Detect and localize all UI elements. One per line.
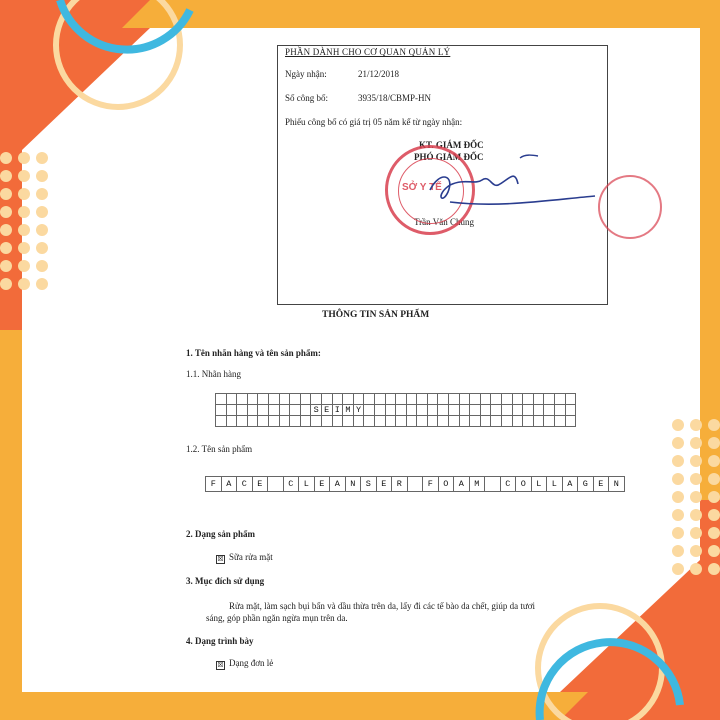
brand-grid-cell	[268, 416, 279, 427]
brand-grid-cell	[417, 416, 428, 427]
brand-grid-cell	[396, 405, 407, 416]
brand-grid-cell	[396, 416, 407, 427]
brand-grid-cell	[374, 405, 385, 416]
section-3-title: 3. Mục đích sử dụng	[186, 576, 265, 586]
product-grid-cell: A	[221, 477, 237, 492]
brand-grid-cell	[364, 416, 375, 427]
brand-grid-cell	[226, 405, 237, 416]
product-grid-row	[206, 477, 625, 492]
section-4-value	[216, 658, 273, 669]
brand-grid-cell	[512, 416, 523, 427]
brand-grid-cell	[533, 416, 544, 427]
brand-grid-cell	[216, 405, 227, 416]
product-grid-cell: C	[237, 477, 253, 492]
presentation-form: Dạng đơn lẻ	[229, 658, 274, 668]
brand-grid-cell	[470, 394, 481, 405]
section-1-2-label: 1.2. Tên sản phẩm	[186, 444, 253, 454]
brand-grid-cell	[449, 405, 460, 416]
product-grid-cell: F	[206, 477, 222, 492]
brand-grid-row	[216, 405, 576, 416]
purpose-line-1: Rửa mặt, làm sạch bụi bẩn và dầu thừa trên da, lấy đi các tế bào da chết, giúp da tươi	[229, 601, 536, 611]
brand-grid-cell	[502, 405, 513, 416]
brand-grid-cell	[427, 416, 438, 427]
brand-grid-cell	[237, 394, 248, 405]
section-1-title: 1. Tên nhãn hàng và tên sản phẩm:	[186, 348, 321, 358]
brand-grid-cell	[300, 416, 311, 427]
product-grid-cell	[485, 477, 501, 492]
brand-grid-cell	[290, 394, 301, 405]
number-value: 3935/18/CBMP-HN	[358, 93, 432, 103]
brand-grid-cell	[555, 405, 566, 416]
brand-grid-cell	[258, 405, 269, 416]
brand-grid	[215, 393, 576, 427]
brand-grid-cell	[406, 405, 417, 416]
brand-grid-cell	[311, 394, 322, 405]
partial-seal	[598, 175, 662, 239]
brand-grid-cell	[279, 405, 290, 416]
receipt-date: 21/12/2018	[358, 69, 400, 79]
signer-title-1: KT. GIÁM ĐỐC	[419, 140, 484, 150]
admin-box-title: PHẦN DÀNH CHO CƠ QUAN QUẢN LÝ	[285, 47, 451, 57]
brand-grid-cell	[565, 394, 576, 405]
brand-grid-cell	[385, 405, 396, 416]
brand-grid-cell	[247, 416, 258, 427]
brand-grid-cell	[480, 394, 491, 405]
brand-grid-cell	[544, 416, 555, 427]
brand-grid-cell	[385, 394, 396, 405]
product-grid-cell: A	[562, 477, 578, 492]
seal-text: SỞ Y TẾ	[402, 182, 442, 193]
brand-grid-cell	[533, 405, 544, 416]
brand-grid-cell	[279, 416, 290, 427]
brand-grid-cell	[364, 394, 375, 405]
brand-grid-cell	[258, 394, 269, 405]
product-grid-cell	[407, 477, 423, 492]
number-label: Số công bố:	[285, 93, 329, 103]
brand-grid-cell	[565, 416, 576, 427]
section-1-1-label: 1.1. Nhãn hàng	[186, 369, 241, 379]
brand-grid-row	[216, 416, 576, 427]
brand-grid-cell	[396, 394, 407, 405]
brand-grid-cell	[512, 405, 523, 416]
product-grid-cell: S	[361, 477, 377, 492]
brand-grid-cell	[533, 394, 544, 405]
brand-grid-cell	[544, 394, 555, 405]
brand-grid-cell	[502, 394, 513, 405]
brand-grid-cell	[427, 405, 438, 416]
brand-grid-cell	[226, 394, 237, 405]
brand-grid-cell	[300, 394, 311, 405]
brand-grid-cell	[343, 416, 354, 427]
brand-grid-cell	[237, 416, 248, 427]
signer-title-2: PHÓ GIÁM ĐỐC	[414, 152, 484, 162]
brand-grid-cell	[268, 405, 279, 416]
signer-name: Trần Văn Chung	[414, 217, 475, 227]
official-seal	[385, 145, 475, 235]
brand-grid-cell	[300, 405, 311, 416]
brand-grid-cell	[438, 405, 449, 416]
product-grid-cell: E	[314, 477, 330, 492]
brand-grid-cell	[343, 394, 354, 405]
brand-grid-cell	[470, 416, 481, 427]
product-grid-cell: N	[345, 477, 361, 492]
doc-heading: THÔNG TIN SẢN PHẨM	[322, 310, 430, 320]
brand-grid-cell	[364, 405, 375, 416]
brand-grid-cell	[279, 394, 290, 405]
brand-grid-cell	[385, 416, 396, 427]
product-grid-cell: M	[469, 477, 485, 492]
brand-grid-cell	[449, 394, 460, 405]
brand-grid-cell	[480, 405, 491, 416]
brand-grid-cell	[523, 394, 534, 405]
product-grid-cell: L	[299, 477, 315, 492]
product-grid-cell: E	[252, 477, 268, 492]
product-grid-cell: O	[516, 477, 532, 492]
brand-grid-cell	[480, 416, 491, 427]
product-grid-cell: E	[376, 477, 392, 492]
brand-grid-row	[216, 394, 576, 405]
brand-grid-cell: I	[332, 405, 343, 416]
brand-grid-cell	[470, 405, 481, 416]
checked-checkbox-icon: ☒	[217, 555, 224, 563]
brand-grid-cell	[417, 405, 428, 416]
brand-grid-cell: M	[343, 405, 354, 416]
section-2-title: 2. Dạng sản phẩm	[186, 529, 256, 539]
checked-checkbox-icon: ☒	[217, 661, 224, 669]
brand-grid-cell	[216, 416, 227, 427]
section-2-value	[216, 552, 273, 563]
brand-grid-cell	[406, 394, 417, 405]
product-grid-cell: A	[454, 477, 470, 492]
product-grid-cell: G	[578, 477, 594, 492]
product-grid-cell: E	[593, 477, 609, 492]
brand-grid-cell	[290, 416, 301, 427]
brand-grid-cell	[523, 416, 534, 427]
product-grid-cell	[268, 477, 284, 492]
brand-grid-cell	[438, 416, 449, 427]
brand-grid-cell	[491, 416, 502, 427]
brand-grid-cell: S	[311, 405, 322, 416]
brand-grid-cell	[512, 394, 523, 405]
product-grid-cell: C	[500, 477, 516, 492]
brand-grid-cell	[491, 394, 502, 405]
brand-grid-cell	[502, 416, 513, 427]
brand-grid-cell: Y	[353, 405, 364, 416]
section-4-title: 4. Dạng trình bày	[186, 636, 254, 646]
brand-grid-cell	[459, 405, 470, 416]
brand-grid-cell	[459, 416, 470, 427]
brand-grid-cell	[237, 405, 248, 416]
brand-grid-cell: E	[321, 405, 332, 416]
brand-grid-cell	[459, 394, 470, 405]
brand-grid-cell	[332, 416, 343, 427]
brand-grid-cell	[290, 405, 301, 416]
purpose-line-2: sáng, góp phần ngăn ngừa mụn trên da.	[206, 613, 348, 623]
brand-grid-cell	[544, 405, 555, 416]
brand-grid-cell	[258, 416, 269, 427]
product-form: Sữa rửa mặt	[229, 552, 273, 562]
brand-grid-cell	[438, 394, 449, 405]
brand-grid-cell	[491, 405, 502, 416]
brand-grid-cell	[226, 416, 237, 427]
product-grid-cell: O	[438, 477, 454, 492]
product-grid-cell: N	[609, 477, 625, 492]
brand-grid-cell	[321, 416, 332, 427]
brand-grid-cell	[427, 394, 438, 405]
brand-grid-cell	[523, 405, 534, 416]
brand-grid-cell	[332, 394, 343, 405]
product-grid-cell: L	[531, 477, 547, 492]
product-grid-cell: F	[423, 477, 439, 492]
brand-grid-cell	[353, 394, 364, 405]
product-grid-cell: L	[547, 477, 563, 492]
brand-grid-cell	[374, 416, 385, 427]
brand-grid-cell	[321, 394, 332, 405]
brand-grid-cell	[449, 416, 460, 427]
receipt-label: Ngày nhận:	[285, 69, 327, 79]
brand-grid-cell	[311, 416, 322, 427]
brand-grid-cell	[406, 416, 417, 427]
product-grid-cell: A	[330, 477, 346, 492]
validity-note: Phiếu công bố có giá trị 05 năm kể từ ngày nhận:	[285, 117, 463, 127]
brand-grid-cell	[555, 394, 566, 405]
product-grid-cell: R	[392, 477, 408, 492]
brand-grid-cell	[216, 394, 227, 405]
product-grid-cell: C	[283, 477, 299, 492]
brand-grid-cell	[417, 394, 428, 405]
brand-grid-cell	[268, 394, 279, 405]
product-name-grid	[205, 476, 625, 492]
brand-grid-cell	[247, 394, 258, 405]
brand-grid-cell	[555, 416, 566, 427]
brand-grid-cell	[374, 394, 385, 405]
brand-grid-cell	[247, 405, 258, 416]
brand-grid-cell	[353, 416, 364, 427]
brand-grid-cell	[565, 405, 576, 416]
